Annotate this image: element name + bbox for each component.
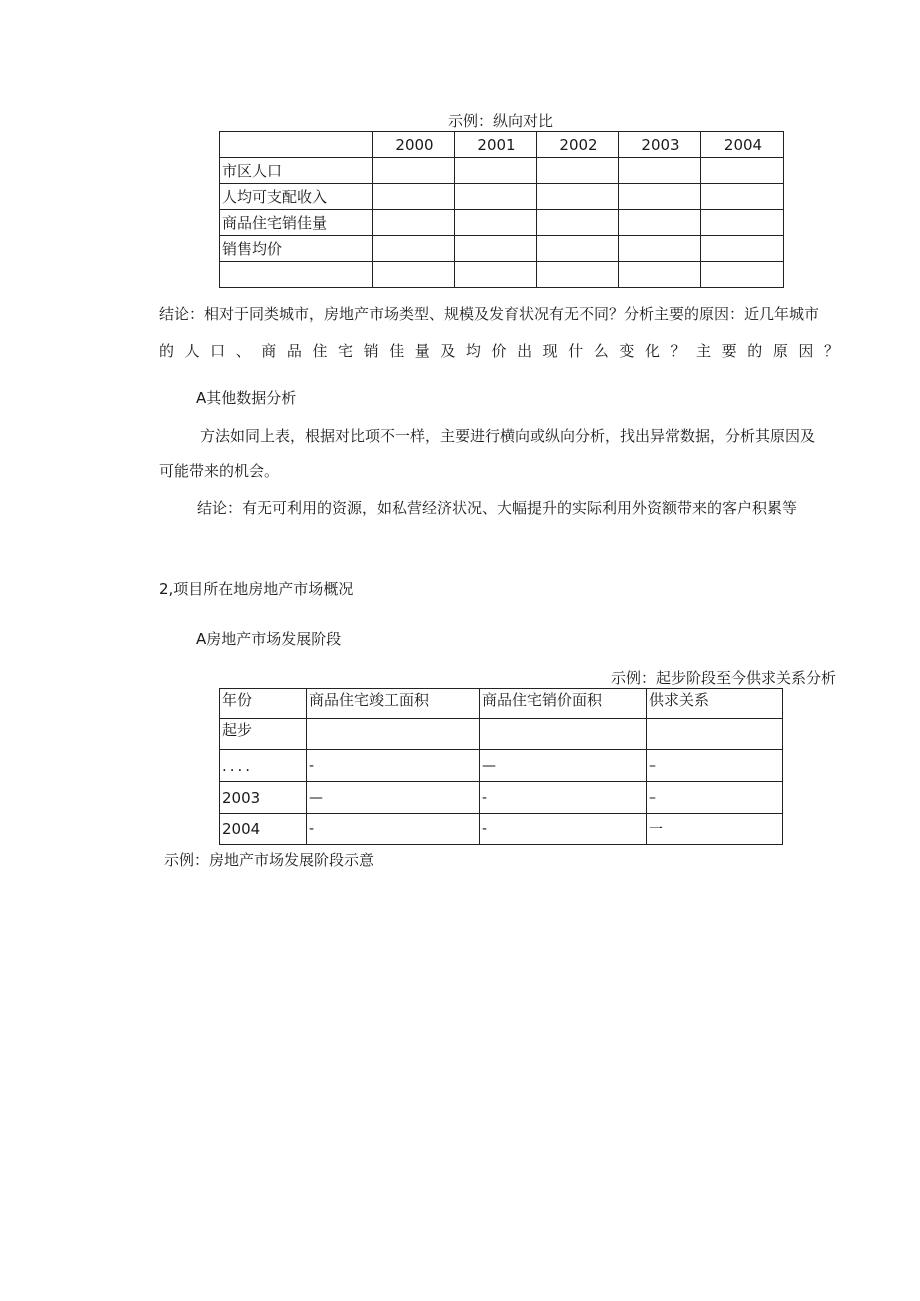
supply-demand-table	[219, 688, 783, 845]
table2-cell: —	[307, 782, 480, 814]
table-row	[220, 236, 784, 262]
section-a1-heading: A其他数据分析	[196, 389, 297, 407]
table2-cell: 2003	[220, 782, 307, 814]
table2-caption: 示例：起步阶段至今供求关系分析	[611, 669, 837, 687]
table2-cell: –	[647, 750, 783, 782]
table2-footer-caption: 示例：房地产市场发展阶段示意	[164, 851, 375, 869]
table2-header-cell: 年份	[220, 689, 307, 719]
table-row	[220, 184, 784, 210]
table2-header-cell: 商品住宅销价面积	[480, 689, 647, 719]
vertical-comparison-table	[219, 131, 784, 288]
table1-row-label: 人均可支配收入	[220, 184, 373, 210]
table1-year-header: 2003	[619, 132, 701, 158]
table2-header-cell: 供求关系	[647, 689, 783, 719]
table-row	[220, 719, 783, 750]
table1-row-label: 销售均价	[220, 236, 373, 262]
table2-cell: 起步	[220, 719, 307, 750]
table2-cell	[307, 719, 480, 750]
table2-cell: -	[480, 814, 647, 845]
section-a1-paragraph-line2: 可能带来的机会。	[159, 462, 280, 480]
conclusion1-line2: 的人口、商品住宅销佳量及均价出现什么变化？主要的原因？	[159, 342, 839, 360]
table1-year-header: 2002	[537, 132, 619, 158]
table1-year-header: 2001	[455, 132, 537, 158]
table2-cell	[647, 719, 783, 750]
table-row	[220, 210, 784, 236]
table2-cell: —	[480, 750, 647, 782]
table2-header-row	[220, 689, 783, 719]
table1-year-header: 2004	[701, 132, 784, 158]
table2-cell: -	[307, 814, 480, 845]
table1-row-label	[220, 262, 373, 288]
table2-cell	[480, 719, 647, 750]
table2-cell: 2004	[220, 814, 307, 845]
table-row	[220, 782, 783, 814]
table1-year-header: 2000	[373, 132, 455, 158]
section2-sub-heading: A房地产市场发展阶段	[196, 630, 342, 648]
table-row	[220, 158, 784, 184]
section-a1-conclusion: 结论：有无可利用的资源，如私营经济状况、大幅提升的实际利用外资额带来的客户积累等	[197, 499, 798, 517]
section-a1-paragraph-line1: 方法如同上表，根据对比项不一样，主要进行横向或纵向分析，找出异常数据，分析其原因及	[200, 427, 816, 445]
table1-caption: 示例：纵向对比	[448, 112, 554, 130]
table2-cell: 一	[647, 814, 783, 845]
table2-cell: -	[480, 782, 647, 814]
table1-header-row	[220, 132, 784, 158]
table1-row-label: 商品住宅销佳量	[220, 210, 373, 236]
table2-cell: –	[647, 782, 783, 814]
table-row	[220, 750, 783, 782]
table-row	[220, 814, 783, 845]
table2-cell: -	[307, 750, 480, 782]
table2-header-cell: 商品住宅竣工面积	[307, 689, 480, 719]
section2-heading: 2,项目所在地房地产市场概况	[159, 580, 354, 598]
table2-cell: ....	[220, 750, 307, 782]
table1-row-label: 市区人口	[220, 158, 373, 184]
table-row	[220, 262, 784, 288]
table1-corner-cell	[220, 132, 373, 158]
conclusion1-line1: 结论：相对于同类城市，房地产市场类型、规模及发育状况有无不同？分析主要的原因：近几年城市	[159, 305, 820, 323]
